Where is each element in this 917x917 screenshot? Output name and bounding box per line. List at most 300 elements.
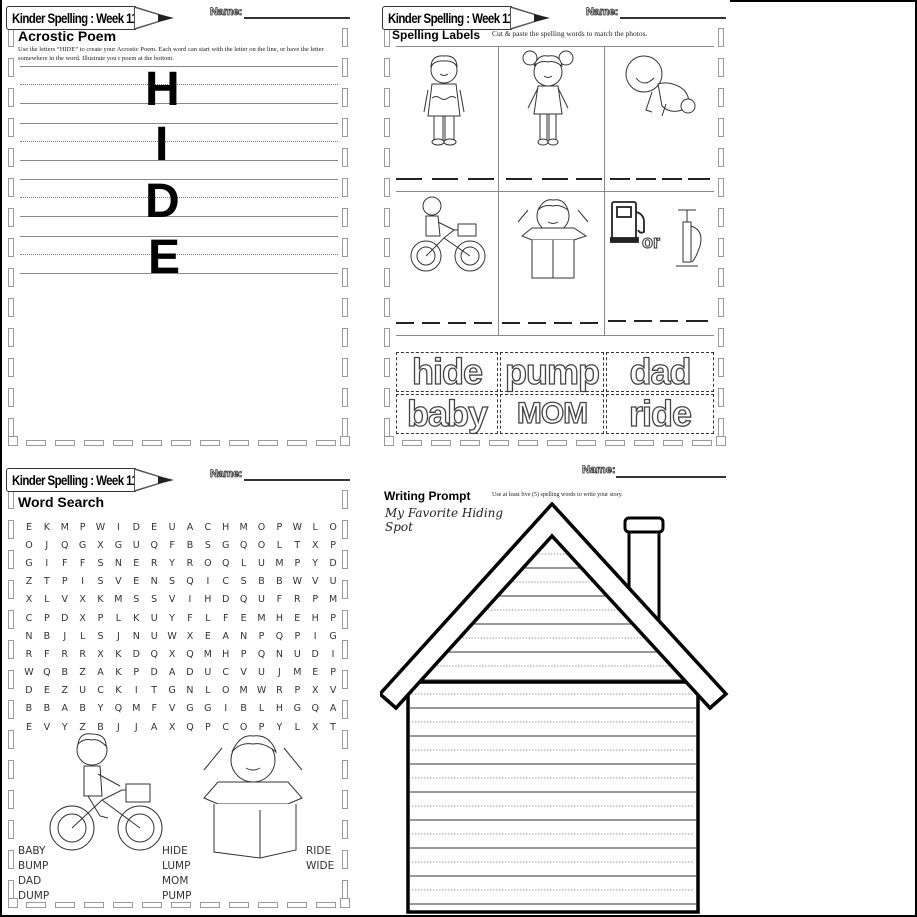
word-list-item: BABY [18,845,46,857]
letter-blank [634,320,652,322]
word-search-letter[interactable]: E [204,630,211,642]
frame-dash [718,268,724,287]
word-search-letter[interactable]: I [224,703,228,715]
word-search-letter[interactable]: V [61,594,68,606]
word-search-letter[interactable]: H [311,612,319,624]
word-search-letter[interactable]: U [150,630,158,642]
word-search-letter[interactable]: L [205,612,211,624]
word-search-letter[interactable]: A [150,721,158,733]
word-search-letter[interactable]: E [312,667,319,679]
instructions: Cut & paste the spelling words to match the photos. [492,29,648,38]
word-search-letter[interactable]: Y [61,721,68,733]
word-search-letter[interactable]: L [240,557,247,569]
word-label-text: pump [505,351,599,392]
word-search-letter[interactable]: R [294,594,301,606]
word-search-letter[interactable]: Q [311,703,319,715]
word-search-row [16,518,346,536]
word-label-text: MOM [516,397,588,430]
word-search-letter[interactable]: P [294,630,301,642]
word-search-letter[interactable]: T [330,721,336,733]
word-search-letter[interactable]: G [25,557,33,569]
word-search-letter[interactable]: J [116,721,120,733]
girl-picture [518,48,578,150]
outer-border-top [730,0,917,2]
word-search-letter[interactable]: F [169,539,175,551]
word-search-letter[interactable]: O [222,685,230,697]
word-search-letter[interactable]: K [133,612,140,624]
word-search-letter[interactable]: E [240,612,247,624]
word-search-letter[interactable]: U [258,557,265,569]
word-search-letter[interactable]: N [150,576,158,588]
word-search-letter[interactable]: Q [239,539,248,551]
word-search-letter[interactable]: P [330,539,336,551]
word-search-letter[interactable]: P [43,612,50,624]
word-search-letter[interactable]: L [115,612,122,624]
word-search-letter[interactable]: W [24,667,34,679]
frame-dash [8,148,14,167]
word-search-letter[interactable]: P [204,721,211,733]
word-search-letter[interactable]: M [239,521,248,533]
word-search-letter[interactable]: F [187,612,193,624]
word-search-letter[interactable]: E [294,612,301,624]
word-search-letter[interactable]: X [25,594,33,606]
word-search-letter[interactable]: I [134,685,138,697]
word-search-letter[interactable]: M [293,667,302,679]
word-search-letter[interactable]: D [132,521,140,533]
grid-line [396,335,714,336]
word-search-letter[interactable]: K [115,685,122,697]
word-search-letter[interactable]: P [330,612,336,624]
frame-dash [718,238,724,257]
word-search-letter[interactable]: K [115,648,122,660]
word-label-dad[interactable] [606,352,714,392]
word-search-letter[interactable]: F [61,557,68,569]
word-search-letter[interactable]: W [167,630,177,642]
word-search-letter[interactable]: W [95,521,106,533]
word-search-letter[interactable]: R [79,648,86,660]
grid-line [396,46,714,47]
frame-dash [384,148,390,167]
word-search-letter[interactable]: U [258,667,265,679]
letter-blank [662,178,682,180]
word-search-letter[interactable]: C [222,576,230,588]
word-search-letter[interactable]: M [257,612,266,624]
frame-dash [8,388,14,407]
name-field[interactable] [244,17,350,19]
word-search-row [16,645,346,663]
word-search-letter[interactable]: G [168,685,176,697]
word-search-letter[interactable]: H [204,594,212,606]
frame-dash [8,238,14,257]
letter-blank [580,322,598,324]
word-search-letter[interactable]: A [329,703,337,715]
word-list-column [18,844,49,904]
word-search-letter[interactable]: U [132,539,140,551]
word-search-letter[interactable]: N [240,630,248,642]
word-search-letter[interactable]: X [79,612,86,624]
word-label-text: ride [628,393,692,434]
word-search-letter[interactable]: B [43,703,51,715]
word-search-letter[interactable]: C [204,521,212,533]
word-search-letter[interactable]: B [43,630,51,642]
word-search-letter[interactable]: D [150,667,158,679]
word-list-item: DUMP [18,890,50,902]
word-search-letter[interactable]: X [311,539,319,551]
word-search-letter[interactable]: Q [186,648,194,660]
word-search-letter[interactable]: C [25,612,33,624]
word-search-letter[interactable]: U [168,521,176,533]
word-search-letter[interactable]: R [61,648,69,660]
word-search-row [16,664,346,682]
word-search-letter[interactable]: B [258,576,265,588]
word-search-letter[interactable]: R [150,557,158,569]
word-search-letter[interactable]: K [97,594,104,606]
word-search-letter[interactable]: J [278,667,281,679]
frame-dash [718,148,724,167]
word-search-letter[interactable]: O [204,557,212,569]
word-search-letter[interactable]: J [45,539,49,551]
word-search-letter[interactable]: K [115,667,122,679]
word-search-letter[interactable]: B [186,539,194,551]
frame-dash [384,388,390,407]
word-search-letter[interactable]: P [133,667,140,679]
word-search-letter[interactable]: O [257,521,266,533]
word-search-letter[interactable]: Q [257,648,266,660]
word-list-item: DAD [18,875,42,887]
word-search-letter[interactable]: L [79,630,86,642]
word-search-letter[interactable]: Q [43,667,51,679]
word-search-letter[interactable]: R [276,685,283,697]
word-search-letter[interactable]: S [169,576,176,588]
word-search-letter[interactable]: B [240,703,247,715]
word-search-letter[interactable]: H [275,612,283,624]
word-search-letter[interactable]: V [115,576,122,588]
word-search-letter[interactable]: J [116,630,120,642]
frame-dash [718,178,724,197]
word-search-letter[interactable]: S [204,539,211,551]
word-search-letter[interactable]: I [206,576,210,588]
name-field[interactable] [244,479,350,481]
word-search-letter[interactable]: G [222,539,230,551]
word-search-letter[interactable]: E [133,576,140,588]
word-search-letter[interactable]: V [43,721,51,733]
letter-blank [554,322,572,324]
frame-dash [384,358,390,377]
word-search-letter[interactable]: I [331,648,335,660]
word-list-item: RIDE [306,845,332,857]
word-search-letter[interactable]: Y [276,721,283,733]
word-search-letter[interactable]: C [97,685,104,697]
word-search-letter[interactable]: F [276,594,283,606]
word-search-letter[interactable]: D [222,594,230,606]
word-search-letter[interactable]: J [134,721,138,733]
frame-dash [342,28,348,47]
word-search-letter[interactable]: G [186,703,194,715]
word-search-letter[interactable]: U [329,576,337,588]
word-search-letter[interactable]: K [43,521,50,533]
word-search-letter[interactable]: V [311,576,319,588]
frame-dash [518,440,538,446]
word-search-letter[interactable]: B [79,703,86,715]
word-label-pump[interactable] [500,352,604,392]
frame-dash [8,850,14,869]
frame-dash [384,298,390,317]
word-search-letter[interactable]: E [25,521,32,533]
word-search-letter[interactable]: N [25,630,33,642]
word-search-letter[interactable]: S [97,630,104,642]
word-search-letter[interactable]: Q [186,721,194,733]
word-search-letter[interactable]: L [205,685,211,697]
frame-dash [342,490,348,509]
word-search-letter[interactable]: A [168,667,176,679]
frame-dash [431,440,451,446]
word-search-letter[interactable]: R [25,648,33,660]
word-search-letter[interactable]: Q [150,648,158,660]
word-search-letter[interactable]: Z [79,667,86,679]
writing-line [20,160,338,161]
word-search-letter[interactable]: V [329,685,337,697]
frame-dash [342,268,348,287]
word-search-letter[interactable]: S [151,594,158,606]
word-search-letter[interactable]: U [150,612,158,624]
word-search-letter[interactable]: N [132,630,140,642]
frame-dash [663,440,683,446]
word-search-letter[interactable]: U [293,648,301,660]
frame-dash [200,902,220,908]
word-search-letter[interactable]: Y [169,557,175,569]
word-search-letter[interactable]: X [97,648,104,660]
word-search-letter[interactable]: T [151,685,158,697]
word-search-letter[interactable]: P [61,576,68,588]
word-search-letter[interactable]: G [329,630,337,642]
word-search-letter[interactable]: L [258,703,265,715]
word-search-letter[interactable]: Z [79,721,86,733]
word-search-letter[interactable]: E [43,685,50,697]
word-search-letter[interactable]: Q [60,539,69,551]
word-search-letter[interactable]: D [25,685,33,697]
letter-blank [502,322,520,324]
word-search-letter[interactable]: C [222,721,230,733]
name-label: Name: [586,6,619,18]
frame-dash [342,388,348,407]
word-search-letter[interactable]: S [97,557,104,569]
word-search-letter[interactable]: L [294,721,300,733]
word-label-ride[interactable] [606,394,714,434]
word-search-letter[interactable]: A [97,667,104,679]
frame-dash [342,790,348,809]
word-search-letter[interactable]: V [240,667,247,679]
word-search-letter[interactable]: V [168,703,176,715]
word-search-letter[interactable]: L [276,539,283,551]
frame-dash [384,28,390,47]
word-search-letter[interactable]: P [240,648,247,660]
word-search-letter[interactable]: P [79,521,86,533]
name-field[interactable] [620,17,726,19]
word-search-letter[interactable]: A [61,703,68,715]
word-search-letter[interactable]: I [188,594,192,606]
word-search-letter[interactable]: D [132,648,140,660]
word-search-letter[interactable]: D [186,667,194,679]
word-search-letter[interactable]: M [60,521,69,533]
word-search-letter[interactable]: O [329,521,337,533]
word-search-letter[interactable]: Q [275,630,284,642]
word-search-letter[interactable]: S [240,576,247,588]
word-search-letter[interactable]: O [25,539,33,551]
word-search-letter[interactable]: Y [312,557,319,569]
frame-dash [8,88,14,107]
word-search-letter[interactable]: E [133,557,140,569]
word-search-letter[interactable]: G [78,539,87,551]
frame-corner [716,436,726,446]
word-search-letter[interactable]: P [294,685,301,697]
word-search-letter[interactable]: A [186,521,194,533]
word-search-letter[interactable]: J [63,630,67,642]
word-label-mom[interactable] [500,394,604,434]
word-search-letter[interactable]: P [258,721,265,733]
word-search-letter[interactable]: Y [97,703,104,715]
word-search-letter[interactable]: L [44,594,50,606]
frame-dash [8,820,14,839]
word-search-letter[interactable]: U [204,667,212,679]
word-label-hide[interactable] [396,352,498,392]
frame-dash [342,208,348,227]
word-search-letter[interactable]: Q [222,557,230,569]
word-search-letter[interactable]: W [292,576,302,588]
word-search-letter[interactable]: X [168,721,176,733]
word-search-letter[interactable]: F [44,648,50,660]
frame-dash [8,550,14,569]
word-search-letter[interactable]: G [293,703,301,715]
word-search-letter[interactable]: S [133,594,140,606]
word-search-letter[interactable]: N [186,685,194,697]
word-list-item: LUMP [162,860,191,872]
word-search-letter[interactable]: I [116,521,120,533]
letter-blank [686,320,708,322]
story-title-line: My Favorite Hiding [385,506,504,520]
word-search-letter[interactable]: B [97,721,104,733]
frame-dash [287,440,307,446]
word-search-letter[interactable]: W [256,685,267,697]
word-search-letter[interactable]: X [168,648,176,660]
word-search-letter[interactable]: W [292,521,302,533]
word-search-letter[interactable]: X [311,721,319,733]
word-search-letter[interactable]: X [79,594,86,606]
word-search-letter[interactable]: H [222,648,230,660]
word-search-letter[interactable]: Z [25,576,33,588]
word-search-letter[interactable]: X [186,630,194,642]
word-search-letter[interactable]: D [329,557,337,569]
word-search-letter[interactable]: Q [239,594,248,606]
word-search-letter[interactable]: M [275,557,284,569]
word-search-letter[interactable]: I [313,630,317,642]
acrostic-letter-e: E [148,231,181,284]
word-search-letter[interactable]: P [312,594,319,606]
word-search-letter[interactable]: Z [61,685,68,697]
word-search-letter[interactable]: E [25,721,32,733]
word-search-letter[interactable]: H [222,521,230,533]
word-search-letter[interactable]: U [79,685,87,697]
frame-dash [718,328,724,347]
word-search-letter[interactable]: N [114,557,122,569]
or-text: or [642,232,660,252]
word-search-letter[interactable]: O [257,539,266,551]
word-search-letter[interactable]: P [276,521,283,533]
frame-dash [384,238,390,257]
frame-dash [384,418,390,437]
word-search-letter[interactable]: P [258,630,265,642]
word-search-letter[interactable]: F [79,557,86,569]
word-search-letter[interactable]: G [204,703,212,715]
word-label-text: baby [406,393,488,434]
frame-dash [547,440,567,446]
word-search-letter[interactable]: M [328,594,338,606]
frame-dash [8,490,14,509]
word-search-letter[interactable]: V [168,594,176,606]
word-label-baby[interactable] [396,394,498,434]
word-search-letter[interactable]: I [45,557,49,569]
word-search-letter[interactable]: F [223,612,229,624]
house-writing-area[interactable] [380,502,730,916]
name-field[interactable] [616,476,726,478]
word-search-row [16,536,346,554]
frame-dash [8,670,14,689]
word-search-letter[interactable]: R [186,557,194,569]
word-search-letter[interactable]: P [330,667,336,679]
word-search-grid[interactable] [16,518,346,736]
frame-dash [718,208,724,227]
section-title: Writing Prompt [384,489,471,503]
word-search-letter[interactable]: Q [186,576,194,588]
word-search-letter[interactable]: F [151,703,157,715]
word-search-letter[interactable]: B [276,576,283,588]
word-search-letter[interactable]: M [114,594,123,606]
word-search-letter[interactable]: S [97,576,104,588]
word-search-letter[interactable]: B [25,703,33,715]
word-search-letter[interactable]: B [61,667,68,679]
word-search-letter[interactable]: N [275,648,283,660]
frame-dash [8,298,14,317]
word-search-letter[interactable]: C [222,667,230,679]
word-search-letter[interactable]: T [294,539,301,551]
word-search-letter[interactable]: E [151,521,158,533]
word-search-letter[interactable]: M [203,648,212,660]
word-search-letter[interactable]: U [258,594,265,606]
word-search-letter[interactable]: O [239,721,248,733]
word-search-letter[interactable]: P [294,557,301,569]
frame-dash [342,178,348,197]
word-search-letter[interactable]: P [97,612,104,624]
word-search-letter[interactable]: L [312,521,318,533]
word-search-letter[interactable]: G [114,539,123,551]
word-search-letter[interactable]: Q [150,539,158,551]
word-search-letter[interactable]: D [61,612,69,624]
word-search-letter[interactable]: Q [114,703,123,715]
word-search-letter[interactable]: X [311,685,319,697]
word-search-row [16,609,346,627]
word-search-letter[interactable]: I [81,576,85,588]
word-search-letter[interactable]: A [222,630,229,642]
word-search-letter[interactable]: T [43,576,50,588]
word-search-letter[interactable]: X [97,539,104,551]
word-search-letter[interactable]: M [239,685,248,697]
letter-blank [474,322,492,324]
word-search-letter[interactable]: D [311,648,319,660]
word-search-letter[interactable]: H [275,703,283,715]
girl-hiding-in-box-picture [510,196,596,282]
frame-dash [55,440,75,446]
word-search-letter[interactable]: M [132,703,141,715]
word-search-letter[interactable]: Y [169,612,175,624]
